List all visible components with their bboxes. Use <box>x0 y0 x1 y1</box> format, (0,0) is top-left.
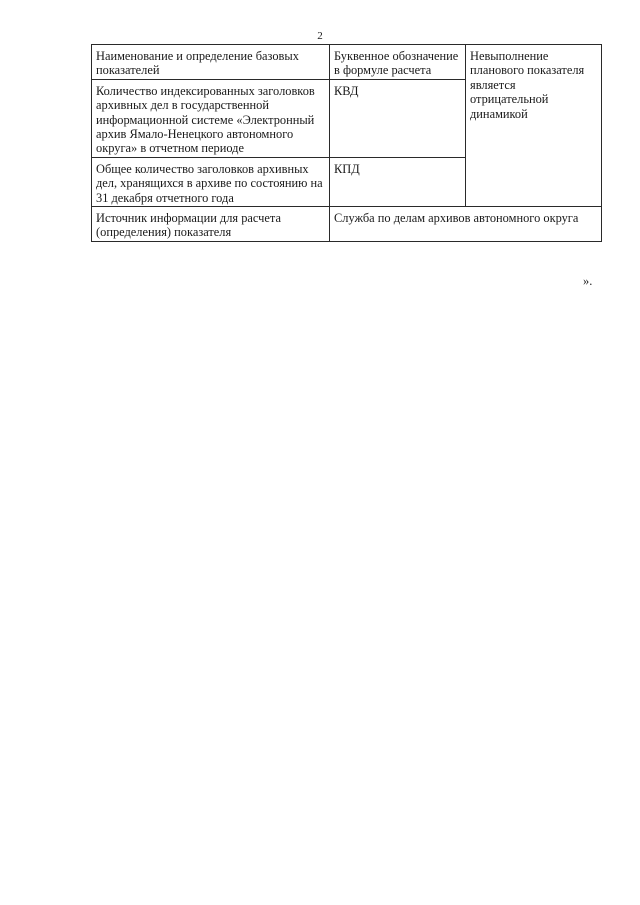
source-row <box>92 207 602 242</box>
source-value-cell: Служба по делам архивов автономного округа <box>330 207 602 242</box>
indicator-table <box>91 44 602 242</box>
note-cell: Невыполнение планового показателя является отрицательной динамикой <box>466 45 602 207</box>
table-header-row <box>92 45 602 80</box>
indicator-name-cell: Общее количество заголовков архивных дел, хранящихся в архиве по состоянию на 31 декабря отчетного года <box>92 157 330 206</box>
source-label-cell: Источник информации для расчета (определения) показателя <box>92 207 330 242</box>
page-number: 2 <box>317 30 323 42</box>
indicator-symbol-cell: КВД <box>330 79 466 157</box>
indicator-name-cell: Количество индексированных заголовков архивных дел в государственной информационной системе «Электронный архив Ямало-Ненецкого автономного округа» в отчетном периоде <box>92 79 330 157</box>
indicator-symbol-cell: КПД <box>330 157 466 206</box>
header-name-cell: Наименование и определение базовых показателей <box>92 45 330 80</box>
header-symbol-cell: Буквенное обозначение в формуле расчета <box>330 45 466 80</box>
closing-quote-mark: ». <box>583 274 593 288</box>
